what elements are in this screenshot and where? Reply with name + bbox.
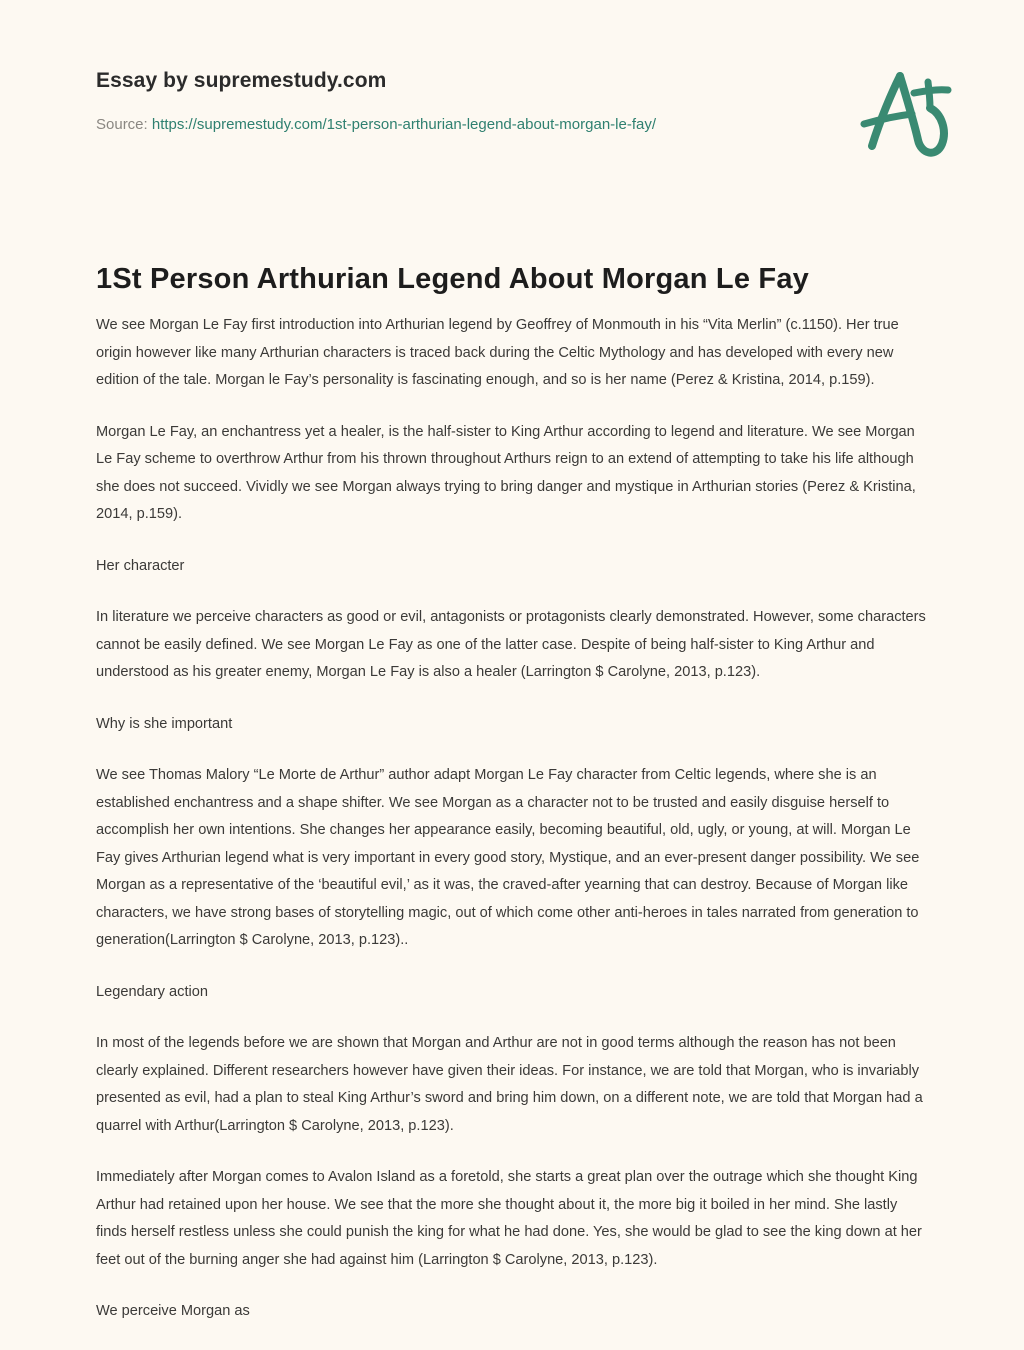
body-paragraph: In most of the legends before we are shown that Morgan and Arthur are not in good terms although the reason has not been clearly explained. Different researchers however have given their ideas. For instance, we are told that Morgan, who is invariably presented as evil, had a plan to steal King Arthur’s sword and bring him down, on a different note, we are told that Morgan had a quarrel with Arthur(Larrington $ Carolyne, 2013, p.123). xyxy=(96,1035,923,1134)
document-header xyxy=(96,68,928,188)
body-paragraph: Morgan Le Fay, an enchantress yet a healer, is the half-sister to King Arthur according to legend and literature. We see Morgan Le Fay scheme to overthrow Arthur from his thrown throughout Arthurs reign to an extend of attempting to take his life although she does not succeed. Vividly we see Morgan always trying to bring danger and mystique in Arthurian stories (Perez & Kristina, 2014, p.159). xyxy=(96,423,916,522)
source-label: Source: xyxy=(96,116,148,134)
page-title: 1St Person Arthurian Legend About Morgan Le Fay xyxy=(96,263,809,296)
body-paragraph: We see Morgan Le Fay first introduction into Arthurian legend by Geoffrey of Monmouth in his “Vita Merlin” (c.1150). Her true origin however like many Arthurian characters is traced back during the Celtic Mythology and has developed with every new edition of the tale. Morgan le Fay’s personality is fascinating enough, and so is her name (Perez & Kristina, 2014, p.159). xyxy=(96,317,899,388)
section-heading-why-is-she-important: Why is she important xyxy=(96,715,233,732)
a-plus-logo xyxy=(842,62,972,172)
document-body xyxy=(96,312,932,1350)
body-paragraph: Immediately after Morgan comes to Avalon Island as a foretold, she starts a great plan over the outrage which she thought King Arthur had retained upon her house. We see that the more she thought about it, the more big it boiled in her mind. She lastly finds herself restless unless she could punish the king for what he had done. Yes, she would be glad to see the king down at her feet out of the burning anger she had against him (Larrington $ Carolyne, 2013, p.123). xyxy=(96,1169,922,1268)
source-line xyxy=(96,115,928,135)
section-heading-legendary-action: Legendary action xyxy=(96,983,208,1000)
body-paragraph: In literature we perceive characters as good or evil, antagonists or protagonists clearly demonstrated. However, some characters cannot be easily defined. We see Morgan Le Fay as one of the latter case. Despite of being half-sister to King Arthur and understood as his greater enemy, Morgan Le Fay is also a healer (Larrington $ Carolyne, 2013, p.123). xyxy=(96,609,926,680)
source-url-link[interactable]: https://supremestudy.com/1st-person-arthurian-legend-about-morgan-le-fay/ xyxy=(151,116,657,134)
body-paragraph-truncated: We perceive Morgan as xyxy=(96,1303,250,1319)
brand-title: Essay by supremestudy.com xyxy=(96,69,387,92)
section-heading-her-character: Her character xyxy=(96,557,185,574)
body-paragraph: We see Thomas Malory “Le Morte de Arthur” author adapt Morgan Le Fay character from Celtic legends, where she is an established enchantress and a shape shifter. We see Morgan as a character not to be trusted and easily disguise herself to accomplish her own intentions. She changes her appearance easily, becoming beautiful, old, ugly, or young, at will. Morgan Le Fay gives Arthurian legend what is very important in every good story, Mystique, and an ever-present danger possibility. We see Morgan as a representative of the ‘beautiful evil,’ as it was, the craved-after yearning that can destroy. Because of Morgan like characters, we have strong bases of storytelling magic, out of which come other anti-heroes in tales narrated from generation to generation(Larrington $ Carolyne, 2013, p.123).. xyxy=(96,767,920,948)
